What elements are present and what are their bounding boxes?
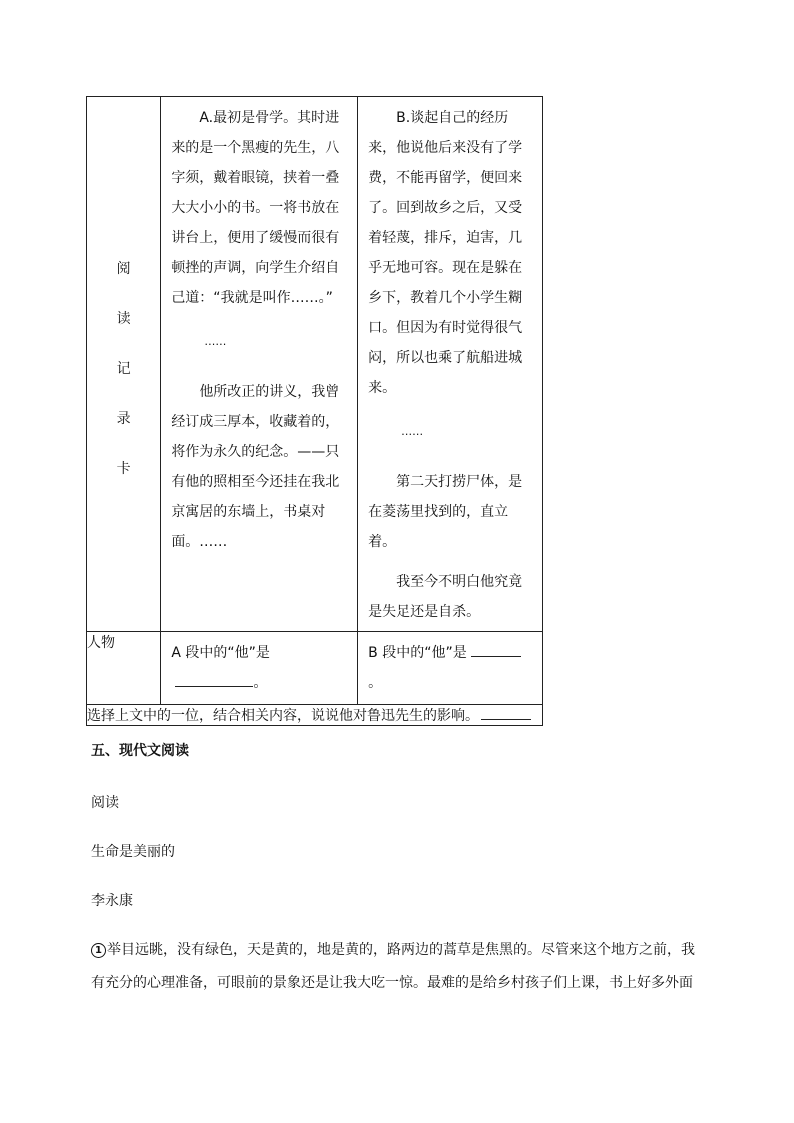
task-text: 选择上文中的一位，结合相关内容，说说他对鲁迅先生的影响。 xyxy=(87,708,479,724)
question-a-text: A 段中的“他”是 xyxy=(171,645,270,661)
vertical-label xyxy=(87,97,160,601)
question-a-cell xyxy=(161,632,358,705)
question-b-text: B 段中的“他”是 xyxy=(368,645,467,661)
passages-row xyxy=(87,97,543,632)
label-char: 阅 xyxy=(116,261,131,277)
question-a-end: 。 xyxy=(253,675,268,691)
section-title: 五、现代文阅读 xyxy=(91,743,189,759)
read-label: 阅读 xyxy=(91,795,119,811)
paragraph-number-badge: 1 xyxy=(91,943,106,958)
answer-b-blank[interactable] xyxy=(471,642,521,657)
task-cell xyxy=(87,705,543,726)
reading-record-card xyxy=(86,96,543,726)
people-row xyxy=(87,632,543,705)
passage-b-paragraph-2: 第二天打捞尸体，是在菱荡里找到的，直立着。 xyxy=(368,474,523,550)
passage-b-paragraph-3: 我至今不明白他究竟是失足还是自杀。 xyxy=(368,574,523,620)
task-answer-blank[interactable] xyxy=(481,705,531,720)
passage-a-paragraph-2: 他所改正的讲义，我曾经订成三厚本，收藏着的，将作为永久的纪念。——只有他的照相至今还挂在我北京寓居的东墙上，书桌对面。…… xyxy=(171,384,340,550)
question-b-cell xyxy=(358,632,543,705)
paragraph-1-text: 举目远眺，没有绿色，天是黄的，地是黄的，路两边的蒿草是焦黑的。尽管来这个地方之前，我有充分的心理准备，可眼前的景象还是让我大吃一惊。最难的是给乡村孩子们上课，书上好多外面 xyxy=(91,942,695,991)
article-author: 李永康 xyxy=(91,893,133,909)
passage-b-cell xyxy=(358,97,543,632)
answer-a-blank[interactable] xyxy=(175,672,253,687)
people-label: 人物 xyxy=(87,632,161,705)
passage-b-ellipsis: …… xyxy=(401,425,424,438)
label-char: 卡 xyxy=(116,461,131,477)
question-b-end: 。 xyxy=(368,675,383,691)
label-char: 录 xyxy=(116,411,131,427)
passage-a-cell xyxy=(161,97,358,632)
passage-a-paragraph-1: A.最初是骨学。其时进来的是一个黑瘦的先生，八字须，戴着眼镜，挟着一叠大大小小的书。一将书放在讲台上，便用了缓慢而很有顿挫的声调，向学生介绍自己道：“我就是叫作……。” xyxy=(171,110,340,306)
article-paragraph-1 xyxy=(91,934,707,1000)
passage-b-paragraph-1: B.谈起自己的经历来，他说他后来没有了学费，不能再留学，便回来了。回到故乡之后，又受着轻蔑，排斥，迫害，几乎无地可容。现在是躲在乡下，教着几个小学生糊口。但因为有时觉得很气闷，所以也乘了航船进城来。 xyxy=(368,110,523,396)
passage-a-ellipsis: …… xyxy=(204,335,227,348)
task-row xyxy=(87,705,543,726)
label-char: 读 xyxy=(116,311,131,327)
article-title: 生命是美丽的 xyxy=(91,844,175,860)
side-label-cell xyxy=(87,97,161,632)
label-char: 记 xyxy=(116,361,131,377)
